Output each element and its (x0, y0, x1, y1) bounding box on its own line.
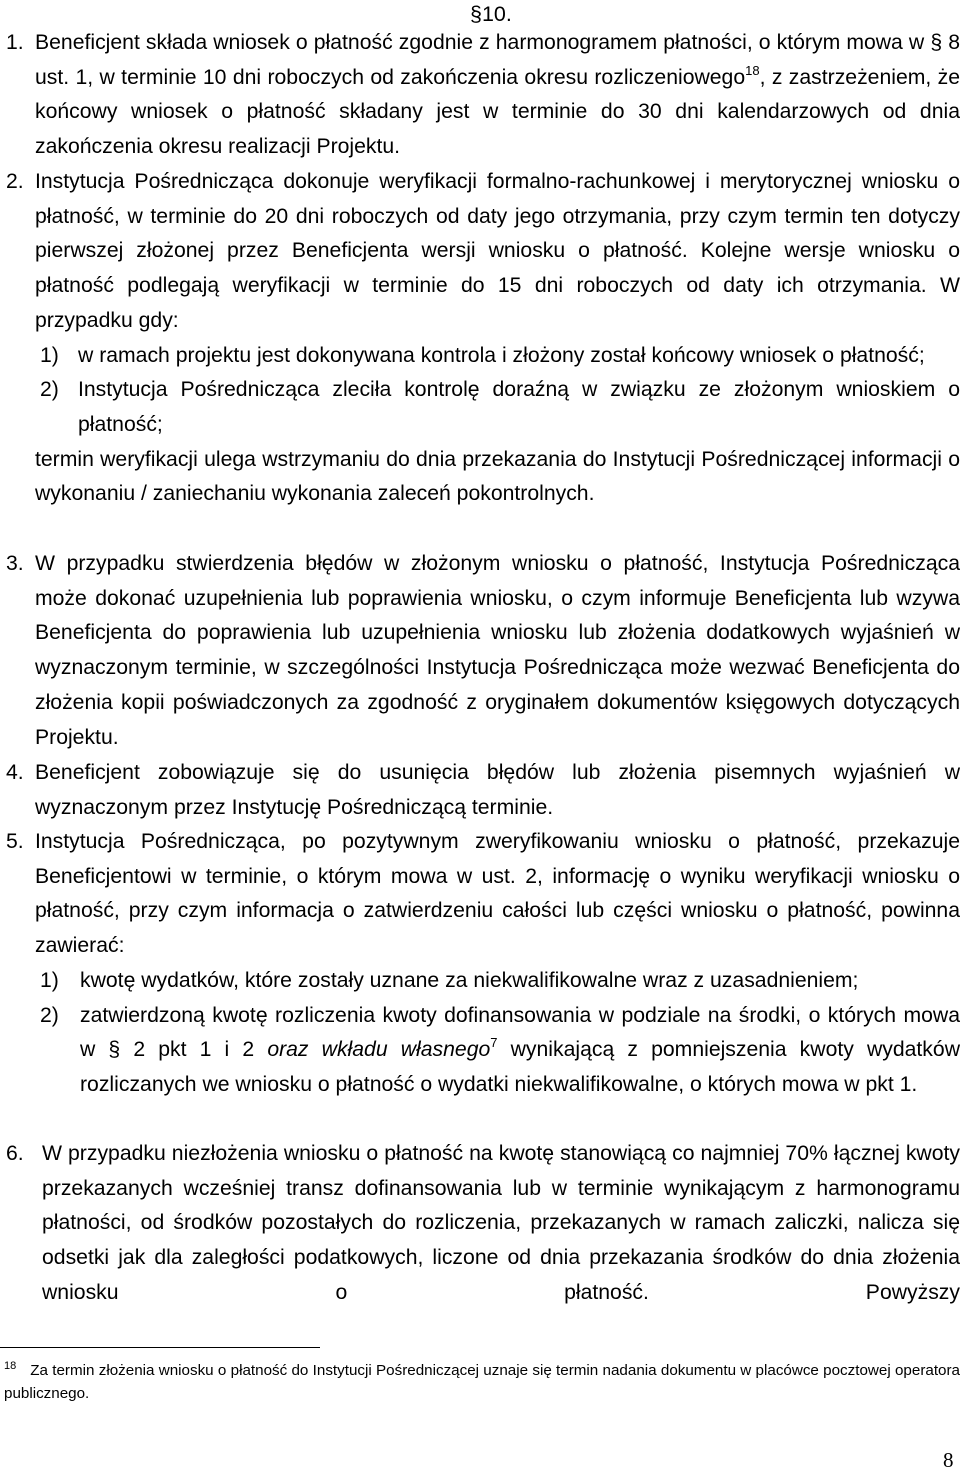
footnote-ref-18: 18 (745, 62, 760, 78)
paragraph-2-sub-2-number: 2) (40, 378, 59, 402)
section-heading (470, 0, 512, 28)
paragraph-6 (6, 1137, 960, 1311)
paragraph-3-text: W przypadku stwierdzenia błędów w złożonym wniosku o płatność, Instytucja Pośrednicząca może dokonać uzupełnienia lub poprawienia wniosku, o czym informuje Beneficjenta lub wzywa Beneficjenta do poprawienia lub uzupełnienia wniosku lub złożenia dodatkowych wyjaśnień w wyznaczonym terminie, w szczególności Instytucja Pośrednicząca może wezwać Beneficjenta do złożenia kopii poświadczonych za zgodność z oryginałem dokumentów księgowych dotyczących Projektu. (35, 552, 960, 749)
paragraph-1-text (35, 26, 960, 165)
paragraph-5-sub-1 (35, 964, 960, 999)
paragraph-5-sub-2-text-a: zatwierdzoną kwotę rozliczenia kwoty dofinansowania w podziale na środki, o których mowa w § 2 pkt 1 i 2 (80, 1003, 960, 1062)
page-number: 8 (943, 1448, 954, 1472)
paragraph-3-number: 3. (6, 552, 24, 575)
paragraph-5-sub-1-number: 1) (40, 968, 59, 992)
paragraph-2-text: Instytucja Pośrednicząca dokonuje weryfikacji formalno-rachunkowej i merytorycznej wniosku o płatność, w terminie do 20 dni roboczych od daty jego otrzymania, przy czym termin ten dotyczy pierwszej złożonej przez Beneficjenta wersji wniosku o płatność. Kolejne wersje wniosku o płatność podlegają weryfikacji w terminie do 15 dni roboczych od daty ich otrzymania. W przypadku gdy: (35, 170, 960, 332)
paragraph-2 (6, 165, 960, 512)
paragraph-5-text: Instytucja Pośrednicząca, po pozytywnym zweryfikowaniu wniosku o płatność, przekazuje Beneficjentowi w terminie, o którym mowa w ust. 2, informację o wyniku weryfikacji wniosku o płatność, przy czym informacja o zatwierdzeniu całości lub części wniosku o płatność, powinna zawierać: (35, 830, 960, 958)
paragraph-3 (6, 547, 960, 755)
paragraph-1-number: 1. (6, 31, 24, 54)
section-mark: § (470, 2, 482, 26)
footnote-ref-7: 7 (490, 1035, 498, 1051)
paragraph-2-sub-1 (35, 339, 960, 374)
paragraph-6-number: 6. (6, 1142, 24, 1165)
paragraph-1-text-b: , z zastrzeżeniem, że końcowy wniosek o płatność składany jest w terminie do 30 dni kalendarzowych od dnia zakończenia okresu realizacji Projektu. (35, 65, 960, 159)
paragraph-1-text-a: Beneficjent składa wniosek o płatność zgodnie z harmonogramem płatności, o którym mowa w § 8 ust. 1, w terminie 10 dni roboczych od zakończenia okresu rozliczeniowego (35, 31, 960, 89)
footnote-18 (4, 1360, 960, 1405)
paragraph-6-text: W przypadku niezłożenia wniosku o płatność na kwotę stanowiącą co najmniej 70% łącznej kwoty przekazanych wcześniej transz dofinansowania lub w terminie wynikającym z harmonogramu płatności, od środków pozostałych do rozliczenia, przekazanych w ramach zaliczki, nalicza się odsetki jak dla zaległości podatkowych, liczone od dnia przekazania środków do dnia złożenia wniosku o płatność. Powyższy (42, 1142, 960, 1304)
paragraph-5-sub-1-text: kwotę wydatków, które zostały uznane za niekwalifikowalne wraz z uzasadnieniem; (80, 968, 859, 992)
footnote-18-text: Za termin złożenia wniosku o płatność do Instytucji Pośredniczącej uznaje się termin nadania dokumentu w placówce pocztowej operatora publicznego. (4, 1362, 960, 1402)
paragraph-2-sub-2-text: Instytucja Pośrednicząca zleciła kontrolę doraźną w związku ze złożonym wnioskiem o płatność; (78, 378, 960, 436)
footnote-divider (0, 1347, 320, 1348)
paragraph-2-tail: termin weryfikacji ulega wstrzymaniu do dnia przekazania do Instytucji Pośredniczącej informacji o wykonaniu / zaniechaniu wykonania zaleceń pokontrolnych. (35, 447, 960, 506)
paragraph-2-sub-2 (35, 373, 960, 442)
paragraph-2-sub-1-text: w ramach projektu jest dokonywana kontrola i złożony został końcowy wniosek o płatność; (78, 343, 925, 367)
paragraph-5-sub-2-text-b: wynikającą z pomniejszenia kwoty wydatków rozliczanych we wniosku o płatność o wydatki niekwalifikowalne, o których mowa w pkt 1. (80, 1038, 960, 1096)
paragraph-5-number: 5. (6, 830, 24, 853)
paragraph-5-sub-2 (35, 999, 960, 1103)
paragraph-5-sub-2-number: 2) (40, 1003, 59, 1027)
paragraph-5-sub-2-italic: oraz wkładu własnego (267, 1038, 491, 1062)
paragraph-5-sub-2-text (80, 999, 960, 1103)
footnote-18-mark: 18 (4, 1359, 17, 1372)
paragraph-2-sub-1-number: 1) (40, 343, 59, 367)
paragraph-4-number: 4. (6, 761, 24, 784)
paragraph-5 (6, 825, 960, 1103)
paragraph-4-text: Beneficjent zobowiązuje się do usunięcia błędów lub złożenia pisemnych wyjaśnień w wyznaczonym przez Instytucję Pośredniczącą terminie. (35, 761, 960, 819)
paragraph-1 (6, 26, 960, 165)
paragraph-4 (6, 756, 960, 825)
paragraph-2-number: 2. (6, 170, 24, 193)
section-number: 10. (481, 2, 512, 26)
